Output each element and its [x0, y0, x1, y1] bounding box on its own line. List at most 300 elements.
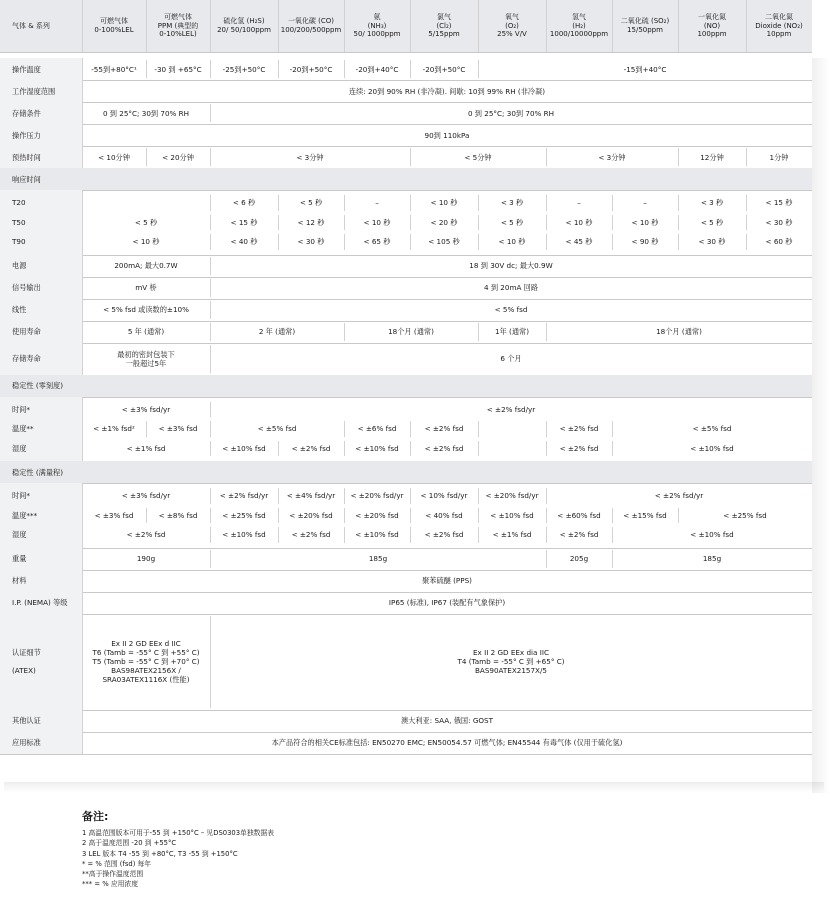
- spec-value-text: < ±2% fsd: [559, 443, 599, 453]
- row-sublabel: [0, 525, 94, 545]
- row-label-text: 应用标准: [12, 738, 41, 747]
- spec-value-text: Ex II 2 GD EEx d IIC T6 (Tamb = -55° C 到 +55° C) T5 (Tamb = -55° C 到 +70° C) BAS98ATEX2156X ∕ SRA03ATEX1116X (性能): [92, 639, 200, 684]
- spec-value: [344, 232, 410, 252]
- spec-value: [82, 439, 210, 459]
- spec-value: [612, 213, 678, 233]
- spec-value-text: 连续: 20到 90% RH (非冷凝). 间歇: 10到 99% RH (非冷凝): [348, 86, 546, 96]
- header-gas-column: [678, 0, 746, 52]
- row-sublabel-text: T90: [12, 237, 26, 247]
- spec-value: [82, 255, 210, 277]
- row-label-text: 重量: [12, 554, 27, 563]
- row-label-text: 线性: [12, 305, 27, 314]
- spec-value-text: < 10% fsd/yr: [420, 491, 468, 501]
- spec-value-text: 0 到 25°C; 30到 70% RH: [102, 108, 190, 118]
- spec-value: [478, 193, 546, 213]
- section-title-text: 稳定性 (零刻度): [12, 381, 64, 390]
- section-title: [0, 168, 212, 190]
- spec-value-text: < ±10% fsd: [355, 530, 399, 540]
- spec-value: [210, 343, 812, 375]
- row-label: [0, 592, 94, 614]
- spec-value-text: < 5分钟: [464, 152, 492, 162]
- spec-value: [82, 213, 210, 233]
- spec-value: [82, 58, 146, 80]
- spec-value-text: < 105 秒: [428, 237, 460, 247]
- row-sublabel-text: T20: [12, 198, 26, 208]
- spec-value-text: < ±20% fsd: [355, 510, 399, 520]
- page-shadow-bottom: [4, 782, 824, 792]
- spec-value-text: < ±15% fsd: [623, 510, 667, 520]
- spec-value: [210, 506, 278, 526]
- spec-value-text: < ±1% fsd²: [93, 424, 135, 434]
- spec-value-text: < ±4% fsd/yr: [286, 491, 336, 501]
- row-label: [0, 124, 94, 146]
- spec-value: [82, 299, 210, 321]
- spec-value: [746, 146, 812, 168]
- spec-value: [82, 548, 210, 570]
- spec-value-text: < ±2% fsd: [424, 443, 464, 453]
- spec-value-text: < 15 秒: [765, 198, 793, 208]
- spec-value: [410, 506, 478, 526]
- note-line: * = % 范围 (fsd) 每年: [82, 859, 152, 868]
- spec-value-text: < 3 秒: [700, 198, 724, 208]
- spec-value: [410, 193, 478, 213]
- spec-value: [278, 525, 344, 545]
- spec-value: [278, 439, 344, 459]
- spec-value-text: < ±2% fsd: [291, 530, 331, 540]
- row-label-text: 存储条件: [12, 108, 41, 118]
- row-label-text: 材料: [12, 576, 27, 585]
- spec-value: [546, 548, 612, 570]
- spec-value: [82, 321, 210, 343]
- spec-value: [146, 58, 210, 80]
- spec-value-text: < ±10% fsd: [222, 443, 266, 453]
- row-sublabel-text: 湿度: [12, 530, 27, 540]
- spec-value-text: < 10 秒: [132, 237, 160, 247]
- column-divider: [612, 0, 613, 52]
- spec-value: [546, 525, 612, 545]
- spec-value: [546, 419, 612, 439]
- row-label: [0, 102, 94, 124]
- spec-value-text: 12分钟: [700, 152, 724, 162]
- spec-value-text: < 5 秒: [299, 198, 323, 208]
- spec-value-text: 18个月 (通常): [656, 327, 702, 336]
- spec-value: [210, 255, 812, 277]
- header-gas-column: [410, 0, 478, 52]
- spec-value-text: 205g: [569, 554, 589, 563]
- note-line: 3 LEL 版本 T4 -55 到 +80°C, T3 -55 到 +150°C: [82, 849, 238, 858]
- spec-value: [546, 146, 678, 168]
- row-label-text: 认证细节 (ATEX): [12, 648, 41, 675]
- column-divider: [82, 0, 83, 52]
- row-label: [0, 299, 94, 321]
- spec-value: [210, 439, 278, 459]
- spec-value-text: < 30 秒: [297, 237, 325, 247]
- spec-value: [82, 525, 210, 545]
- row-label-text: 工作湿度范围: [12, 86, 56, 96]
- spec-value: [82, 732, 812, 754]
- spec-value-text: 185g: [702, 554, 722, 563]
- spec-value-text: 18 到 30V dc; 最大0.9W: [469, 261, 553, 270]
- spec-value: [612, 193, 678, 213]
- spec-value-text: < 5 秒: [134, 217, 158, 227]
- spec-value-text: < 5% fsd 或读数的±10%: [103, 305, 189, 314]
- spec-value-text: -30 到 +65°C: [154, 64, 202, 74]
- row-sublabel-text: 时间*: [12, 404, 30, 414]
- spec-value-text: 本产品符合的相关CE标准包括: EN50270 EMC; EN50054.57 可燃气体; EN45544 有毒气体 (仅用于硫化氢): [271, 738, 623, 747]
- spec-value-text: < ±6% fsd: [357, 424, 397, 434]
- spec-value-text: -20到+50°C: [289, 64, 333, 74]
- spec-value: [82, 486, 210, 506]
- spec-value: [612, 548, 812, 570]
- spec-value: [210, 321, 344, 343]
- spec-value-text: -25到+50°C: [222, 64, 266, 74]
- spec-value-text: < ±3% fsd/yr: [121, 491, 171, 501]
- spec-value: [278, 193, 344, 213]
- spec-value-text: < 30 秒: [698, 237, 726, 247]
- section-title: [0, 461, 212, 483]
- row-divider: [0, 483, 812, 484]
- spec-value: [82, 419, 146, 439]
- column-divider: [146, 0, 147, 52]
- spec-value: [344, 58, 410, 80]
- spec-value-text: < 3 秒: [500, 198, 524, 208]
- spec-value: [612, 525, 812, 545]
- row-label: [0, 277, 94, 299]
- column-divider: [344, 0, 345, 52]
- spec-value: [278, 232, 344, 252]
- column-divider: [546, 0, 547, 52]
- spec-value-text: 4 到 20mA 回路: [483, 283, 539, 292]
- spec-value: [678, 146, 746, 168]
- spec-value-text: 200mA; 最大0.7W: [114, 261, 178, 270]
- spec-value: [210, 213, 278, 233]
- spec-value-text: -15到+40°C: [623, 64, 667, 74]
- spec-value-text: 0 到 25°C; 30到 70% RH: [467, 108, 555, 118]
- spec-value-text: < ±3% fsd/yr: [121, 404, 171, 414]
- row-label-text: 存储寿命: [12, 354, 41, 363]
- header-gas-column: [82, 0, 146, 52]
- spec-value-text: < ±20% fsd: [289, 510, 333, 520]
- header-gas-column-text: 硫化氢 (H₂S) 20/ 50/100ppm: [217, 17, 271, 34]
- spec-value: [546, 506, 612, 526]
- header-gas-column-text: 可燃气体 PPM (典型的 0-10%LEL): [157, 13, 199, 39]
- row-sublabel: [0, 400, 94, 420]
- row-label: [0, 146, 94, 168]
- spec-value-text: < 5% fsd: [494, 305, 528, 314]
- spec-value: [82, 146, 146, 168]
- spec-value-text: < 10 秒: [631, 217, 659, 227]
- spec-value: [278, 506, 344, 526]
- spec-value-text: < 20分钟: [162, 152, 194, 162]
- spec-value: [478, 58, 812, 80]
- spec-value: [478, 419, 546, 439]
- spec-value-text: < 20 秒: [430, 217, 458, 227]
- column-divider: [746, 0, 747, 52]
- row-sublabel: [0, 232, 94, 252]
- spec-value: [210, 58, 278, 80]
- section-title: [0, 375, 212, 397]
- spec-value: [478, 232, 546, 252]
- spec-value-text: < ±3% fsd: [158, 424, 198, 434]
- row-label: [0, 343, 94, 375]
- spec-value: [546, 193, 612, 213]
- spec-value: [344, 525, 410, 545]
- spec-value: [146, 419, 210, 439]
- spec-value: [82, 710, 812, 732]
- spec-value-text: < 10 秒: [430, 198, 458, 208]
- spec-value: [410, 213, 478, 233]
- spec-value-text: -20到+40°C: [355, 64, 399, 74]
- spec-value: [746, 213, 812, 233]
- row-label: [0, 570, 94, 592]
- spec-value: [82, 592, 812, 614]
- spec-value-text: –: [643, 198, 647, 208]
- spec-value: [210, 400, 812, 420]
- spec-value: [82, 400, 210, 420]
- spec-value: [612, 232, 678, 252]
- spec-value-text: 1年 (通常): [494, 327, 530, 336]
- spec-value-text: 185g: [368, 554, 388, 563]
- spec-value-text: < ±10% fsd: [355, 443, 399, 453]
- row-divider: [0, 52, 812, 53]
- column-divider: [278, 0, 279, 52]
- spec-value-text: < 40 秒: [230, 237, 258, 247]
- spec-value: [210, 232, 278, 252]
- spec-value: [678, 506, 812, 526]
- spec-value-text: < 6 秒: [232, 198, 256, 208]
- spec-value: [146, 146, 210, 168]
- spec-value: [146, 506, 210, 526]
- spec-value-text: < ±60% fsd: [557, 510, 601, 520]
- spec-value: [612, 419, 812, 439]
- spec-value: [746, 232, 812, 252]
- spec-value: [210, 299, 812, 321]
- spec-value: [410, 58, 478, 80]
- spec-value: [546, 439, 612, 459]
- spec-value-text: < ±5% fsd: [257, 424, 297, 434]
- row-sublabel-text: T50: [12, 217, 26, 227]
- spec-value: [344, 439, 410, 459]
- row-sublabel-text: 湿度: [12, 443, 27, 453]
- note-line: 2 高于温度范围 -20 到 +55°C: [82, 839, 177, 848]
- spec-value: [678, 193, 746, 213]
- header-gas-column-text: 一氧化氮 (NO) 100ppm: [697, 13, 727, 39]
- row-label-text: 使用寿命: [12, 327, 41, 336]
- spec-value: [410, 439, 478, 459]
- spec-value-text: < ±20% fsd/yr: [485, 491, 539, 501]
- header-gas-column: [746, 0, 812, 52]
- spec-value-text: < ±20% fsd/yr: [350, 491, 404, 501]
- row-label-text: I.P. (NEMA) 等级: [12, 598, 68, 607]
- spec-value-text: < ±10% fsd: [222, 530, 266, 540]
- section-title-text: 响应时间: [12, 174, 41, 184]
- spec-value-text: 5 年 (通常): [127, 327, 165, 336]
- spec-value-text: < ±2% fsd/yr: [219, 491, 269, 501]
- spec-value: [210, 146, 410, 168]
- spec-value: [746, 193, 812, 213]
- spec-value-text: < 15 秒: [230, 217, 258, 227]
- spec-value-text: < ±2% fsd/yr: [654, 491, 704, 501]
- spec-value: [478, 506, 546, 526]
- spec-value-text: < 45 秒: [565, 237, 593, 247]
- spec-value: [546, 232, 612, 252]
- header-gas-column-text: 氯气 (Cl₂) 5/15ppm: [428, 13, 460, 39]
- spec-value: [278, 213, 344, 233]
- spec-value-text: < ±1% fsd: [492, 530, 532, 540]
- row-label-text: 预热时间: [12, 152, 41, 162]
- spec-value-text: 聚苯硫醚 (PPS): [422, 576, 472, 585]
- spec-value-text: < 5 秒: [500, 217, 524, 227]
- spec-value-text: < ±25% fsd: [723, 510, 767, 520]
- spec-value-text: IP65 (标准), IP67 (装配有气象保护): [388, 598, 506, 607]
- spec-value-text: < ±1% fsd: [126, 443, 166, 453]
- spec-value: [478, 525, 546, 545]
- row-label: [0, 80, 94, 102]
- header-gas-column: [210, 0, 278, 52]
- spec-value: [344, 419, 410, 439]
- row-label: [0, 548, 94, 570]
- spec-value: [678, 213, 746, 233]
- header-gas-column: [478, 0, 546, 52]
- row-label: [0, 710, 94, 732]
- row-label: [0, 614, 94, 710]
- spec-value-text: < ±25% fsd: [222, 510, 266, 520]
- spec-value: [410, 486, 478, 506]
- column-divider: [210, 0, 211, 52]
- spec-value: [210, 102, 812, 124]
- spec-value-text: -55到+80°C¹: [91, 64, 137, 74]
- spec-value: [82, 193, 210, 213]
- spec-value-text: < ±2% fsd: [559, 424, 599, 434]
- section-title-text: 稳定性 (满量程): [12, 467, 64, 477]
- row-label: [0, 58, 94, 80]
- note-line: **高于操作温度范围: [82, 870, 144, 879]
- spec-value-text: < 10 秒: [363, 217, 391, 227]
- header-gas-column: [344, 0, 410, 52]
- spec-value-text: –: [375, 198, 379, 208]
- row-label-text: 其他认证: [12, 716, 41, 725]
- spec-value-text: 18个月 (通常): [388, 327, 434, 336]
- spec-value: [82, 124, 812, 146]
- header-gas-column: [146, 0, 210, 52]
- row-sublabel: [0, 486, 94, 506]
- row-label: [0, 732, 94, 754]
- spec-value: [82, 277, 210, 299]
- spec-value-text: < ±2% fsd: [126, 530, 166, 540]
- spec-value: [210, 548, 546, 570]
- spec-value-text: < 3分钟: [296, 152, 324, 162]
- spec-value: [210, 419, 344, 439]
- row-label-text: 电源: [12, 261, 27, 270]
- spec-value-text: < 40% fsd: [425, 510, 463, 520]
- spec-value: [210, 525, 278, 545]
- header-gas-column-text: 一氧化碳 (CO) 100/200/500ppm: [280, 17, 342, 34]
- row-label-text: 操作压力: [12, 130, 41, 140]
- spec-value: [210, 486, 278, 506]
- column-divider: [678, 0, 679, 52]
- spec-value-text: < ±10% fsd: [690, 530, 734, 540]
- spec-value-text: < 12 秒: [297, 217, 325, 227]
- header-label-text: 气体 & 系列: [12, 21, 50, 30]
- column-divider: [478, 0, 479, 52]
- spec-value: [344, 506, 410, 526]
- spec-value: [546, 213, 612, 233]
- header-label: [0, 0, 94, 52]
- row-sublabel: [0, 419, 94, 439]
- spec-value-text: 澳大利亚: SAA, 俄国: GOST: [400, 716, 494, 725]
- note-line: 1 高温范围版本可用于-55 到 +150°C – 见DS0303单独数据表: [82, 829, 275, 837]
- spec-value-text: < ±2% fsd: [559, 530, 599, 540]
- spec-value-text: < 3分钟: [598, 152, 626, 162]
- spec-value: [210, 614, 812, 710]
- row-sublabel: [0, 439, 94, 459]
- row-sublabel: [0, 506, 94, 526]
- spec-value: [546, 486, 812, 506]
- spec-value-text: 90到 110kPa: [424, 130, 470, 140]
- spec-value-text: 2 年 (通常): [258, 327, 296, 336]
- spec-value: [410, 146, 546, 168]
- spec-value-text: < 10分钟: [98, 152, 130, 162]
- spec-value-text: < 5 秒: [700, 217, 724, 227]
- spec-value: [82, 343, 210, 375]
- spec-value: [82, 614, 210, 710]
- header-gas-column-text: 氢气 (H₂) 1000/10000ppm: [549, 13, 609, 39]
- spec-value-text: Ex II 2 GD EEx dia IIC T4 (Tamb = -55° C 到 +65° C) BAS90ATEX2157X/5: [457, 648, 565, 675]
- spec-value: [344, 321, 478, 343]
- spec-value: [82, 80, 812, 102]
- row-sublabel: [0, 193, 94, 213]
- spec-value: [410, 419, 478, 439]
- spec-value: [612, 439, 812, 459]
- spec-value-text: 190g: [136, 554, 156, 563]
- header-gas-column-text: 二氧化氮 Dioxide (NO₂) 10ppm: [755, 13, 803, 39]
- spec-value-text: -20到+50°C: [422, 64, 466, 74]
- header-gas-column-text: 氨 (NH₃) 50/ 1000ppm: [353, 13, 401, 39]
- spec-value-text: < ±2% fsd: [291, 443, 331, 453]
- spec-value: [678, 232, 746, 252]
- header-gas-column-text: 二氧化硫 (SO₂) 15/50ppm: [620, 17, 670, 34]
- header-gas-column: [612, 0, 678, 52]
- spec-value-text: < ±2% fsd: [424, 530, 464, 540]
- notes-title: 备注:: [82, 810, 109, 823]
- row-label-text: 信号输出: [12, 283, 41, 292]
- spec-value: [410, 525, 478, 545]
- notes-section: [82, 808, 642, 890]
- row-sublabel-text: 温度***: [12, 510, 38, 520]
- spec-value-text: < ±10% fsd: [690, 443, 734, 453]
- spec-value: [82, 570, 812, 592]
- spec-value: [278, 486, 344, 506]
- row-sublabel-text: 温度**: [12, 424, 34, 434]
- spec-value-text: < ±3% fsd: [94, 510, 134, 520]
- spec-value: [278, 58, 344, 80]
- spec-value: [546, 321, 812, 343]
- spec-value-text: < ±8% fsd: [158, 510, 198, 520]
- spec-value: [344, 486, 410, 506]
- spec-value: [478, 321, 546, 343]
- spec-value-text: 6 个月: [500, 354, 522, 363]
- spec-value: [478, 439, 546, 459]
- spec-value-text: < 10 秒: [565, 217, 593, 227]
- spec-value-text: < 60 秒: [765, 237, 793, 247]
- spec-value: [210, 193, 278, 213]
- header-gas-column-text: 可燃气体 0-100%LEL: [94, 17, 134, 34]
- spec-value-text: < ±5% fsd: [692, 424, 732, 434]
- spec-value-text: 1分钟: [769, 152, 789, 162]
- spec-value-text: 最初的密封包装下 一般超过5年: [117, 349, 175, 368]
- row-sublabel: [0, 213, 94, 233]
- row-label: [0, 321, 94, 343]
